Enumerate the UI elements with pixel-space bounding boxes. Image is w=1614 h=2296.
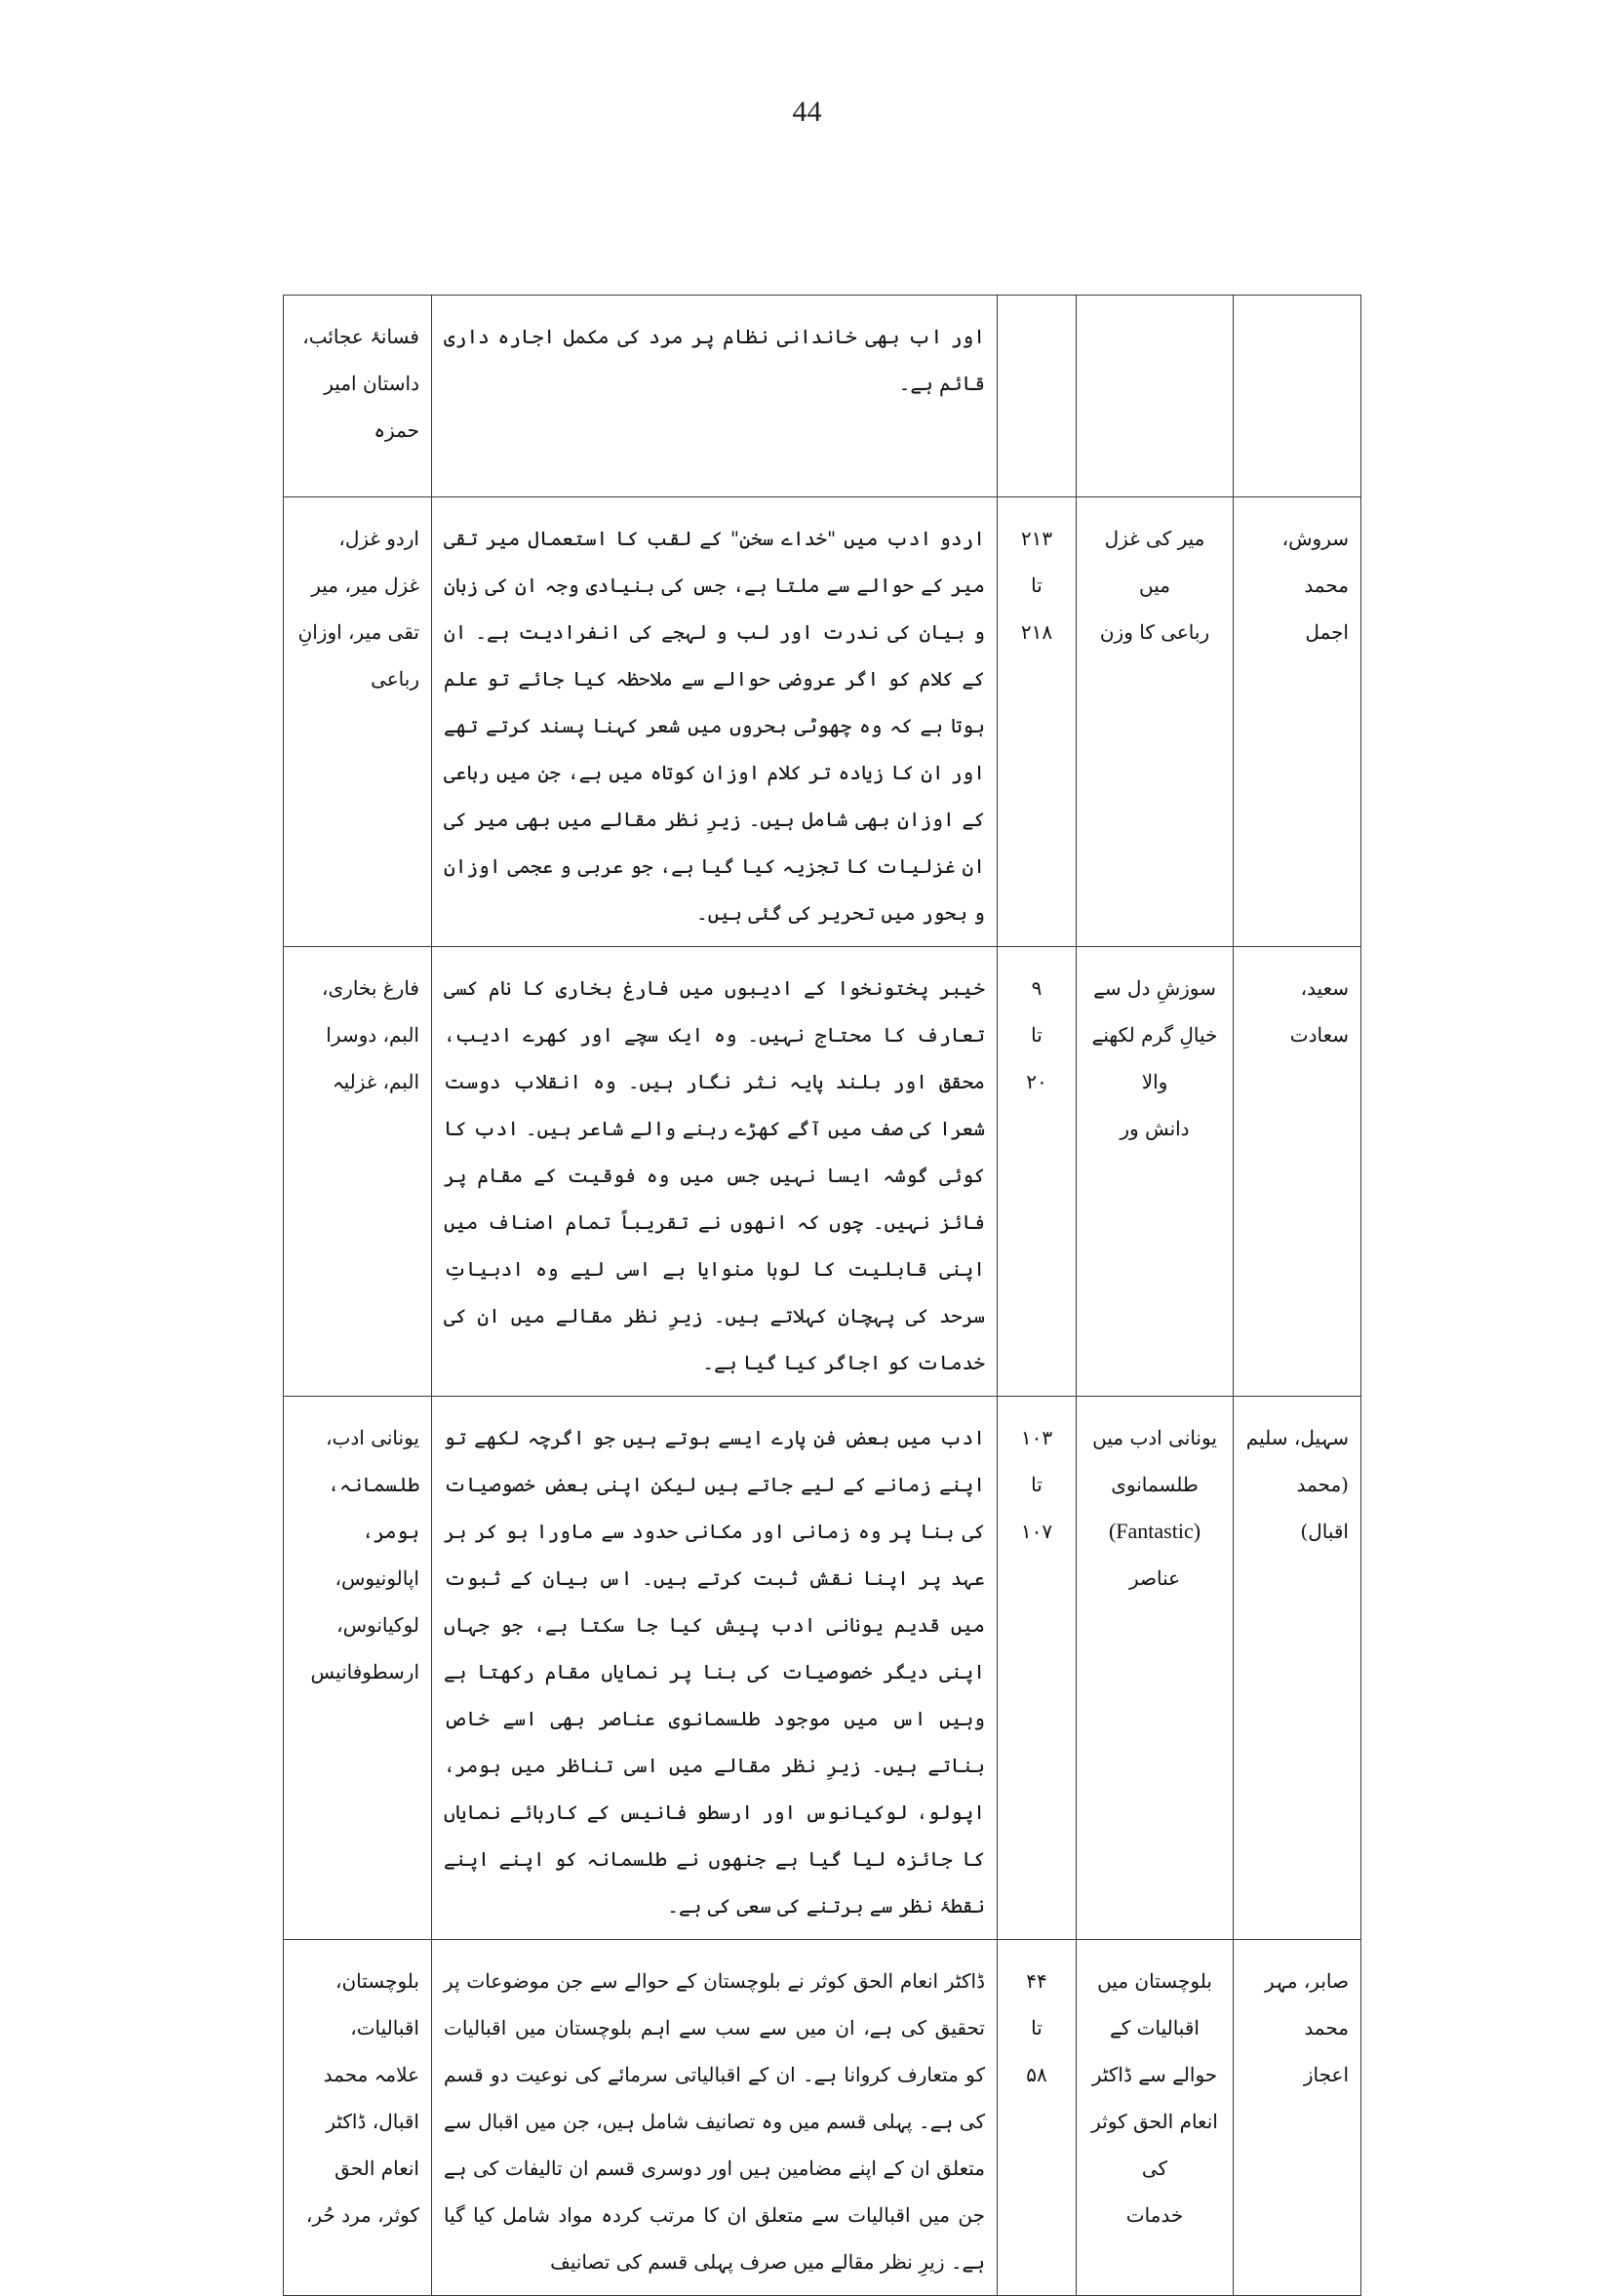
table-row <box>284 1940 1361 2296</box>
keywords-cell: فارغ بخاری، البم، دوسرا البم، غزلیہ <box>284 947 432 1397</box>
author-cell: سہیل، سلیم (محمد اقبال) <box>1234 1397 1361 1940</box>
author-cell <box>1234 296 1361 497</box>
pages-cell <box>998 296 1077 497</box>
keywords-cell: یونانی ادب، طلسمانہ، ہومر، اپالونیوس، لوکیانوس، ارسطوفانیس <box>284 1397 432 1940</box>
page-number: 44 <box>792 96 822 128</box>
pages-cell: ۹ تا ۲۰ <box>998 947 1077 1397</box>
index-table <box>283 295 1361 2296</box>
title-cell: بلوچستان میں اقبالیات کے حوالے سے ڈاکٹر انعام الحق کوثر کی خدمات <box>1077 1940 1234 2296</box>
table-row <box>284 296 1361 497</box>
table-row <box>284 947 1361 1397</box>
abstract-cell: خیبر پختونخوا کے ادیبوں میں فارغ بخاری کا نام کسی تعارف کا محتاج نہیں۔ وہ ایک سچے اور کھرے ادیب، محقق اور بلند پایہ نثر نگار ہیں۔ وہ انقلاب دوست شعرا کی صف میں آگے کھڑے رہنے والے شاعر ہیں۔ ادب کا کوئی گوشہ ایسا نہیں جس میں وہ فوقیت کے مقام پر فائز نہیں۔ چوں کہ انھوں نے تقریباً تمام اصناف میں اپنی قابلیت کا لوہا منوایا ہے اسی لیے وہ ادبیاتِ سرحد کی پہچان کہلاتے ہیں۔ زیرِ نظر مقالے میں ان کی خدمات کو اجاگر کیا گیا ہے۔ <box>432 947 998 1397</box>
abstract-cell: اور اب بھی خاندانی نظام پر مرد کی مکمل اجارہ داری قائم ہے۔ <box>432 296 998 497</box>
title-cell: سوزشِ دل سے خیالِ گرم لکھنے والا دانش ور <box>1077 947 1234 1397</box>
pages-cell: ۲۱۳ تا ۲۱۸ <box>998 497 1077 947</box>
title-cell <box>1077 1397 1234 1940</box>
title-cell <box>1077 296 1234 497</box>
keywords-cell: بلوچستان، اقبالیات، علامہ محمد اقبال، ڈاکٹر انعام الحق کوثر، مرد حُر، <box>284 1940 432 2296</box>
keywords-cell: اردو غزل، غزل میر، میر تقی میر، اوزانِ رباعی <box>284 497 432 947</box>
title-cell: میر کی غزل میں رباعی کا وزن <box>1077 497 1234 947</box>
title-text-end: عناصر <box>1128 1566 1181 1590</box>
table-row <box>284 1397 1361 1940</box>
author-cell: سروش، محمد اجمل <box>1234 497 1361 947</box>
abstract-cell: ادب میں بعض فن پارے ایسے ہوتے ہیں جو اگرچہ لکھے تو اپنے زمانے کے لیے جاتے ہیں لیکن اپنی بعض خصوصیات کی بنا پر وہ زمانی اور مکانی حدود سے ماورا ہو کر ہر عہد پر اپنا نقش ثبت کرتے ہیں۔ اس بیان کے ثبوت میں قدیم یونانی ادب پیش کیا جا سکتا ہے، جو جہاں اپنی دیگر خصوصیات کی بنا پر نمایاں مقام رکھتا ہے وہیں اس میں موجود طلسمانوی عناصر بھی اسے خاص بناتے ہیں۔ زیرِ نظر مقالے میں اسی تناظر میں ہومر، اپولو، لوکیانوس اور ارسطو فانیس کے کارہائے نمایاں کا جائزہ لیا گیا ہے جنھوں نے طلسمانہ کو اپنے اپنے نقطۂ نظر سے برتنے کی سعی کی ہے۔ <box>432 1397 998 1940</box>
title-text: یونانی ادب میں طلسمانوی <box>1092 1426 1217 1496</box>
title-english-term: (Fantastic) <box>1108 1519 1201 1543</box>
pages-cell: ۴۴ تا ۵۸ <box>998 1940 1077 2296</box>
pages-cell: ۱۰۳ تا ۱۰۷ <box>998 1397 1077 1940</box>
abstract-cell: اردو ادب میں "خداے سخن" کے لقب کا استعمال میر تقی میر کے حوالے سے ملتا ہے، جس کی بنیادی وجہ ان کی زبان و بیان کی ندرت اور لب و لہجے کی انفرادیت ہے۔ ان کے کلام کو اگر عروضی حوالے سے ملاحظہ کیا جائے تو علم ہوتا ہے کہ وہ چھوٹی بحروں میں شعر کہنا پسند کرتے تھے اور ان کا زیادہ تر کلام اوزانِ کوتاہ میں ہے، جن میں رباعی کے اوزان بھی شامل ہیں۔ زیرِ نظر مقالے میں بھی میر کی ان غزلیات کا تجزیہ کیا گیا ہے، جو عربی و عجمی اوزان و بحور میں تحریر کی گئی ہیں۔ <box>432 497 998 947</box>
abstract-cell: ڈاکٹر انعام الحق کوثر نے بلوچستان کے حوالے سے جن موضوعات پر تحقیق کی ہے، ان میں سے سب سے اہم بلوچستان میں اقبالیات کو متعارف کروانا ہے۔ ان کے اقبالیاتی سرمائے کی نوعیت دو قسم کی ہے۔ پہلی قسم میں وہ تصانیف شامل ہیں، جن میں اقبال سے متعلق ان کے اپنے مضامین ہیں اور دوسری قسم ان تالیفات کی ہے جن میں اقبالیات سے متعلق ان کا مرتب کردہ مواد شامل کیا گیا ہے۔ زیرِ نظر مقالے میں صرف پہلی قسم کی تصانیف <box>432 1940 998 2296</box>
keywords-cell: فسانۂ عجائب، داستان امیر حمزہ <box>284 296 432 497</box>
author-cell: سعید، سعادت <box>1234 947 1361 1397</box>
author-cell: صابر، مہر محمد اعجاز <box>1234 1940 1361 2296</box>
table-row <box>284 497 1361 947</box>
